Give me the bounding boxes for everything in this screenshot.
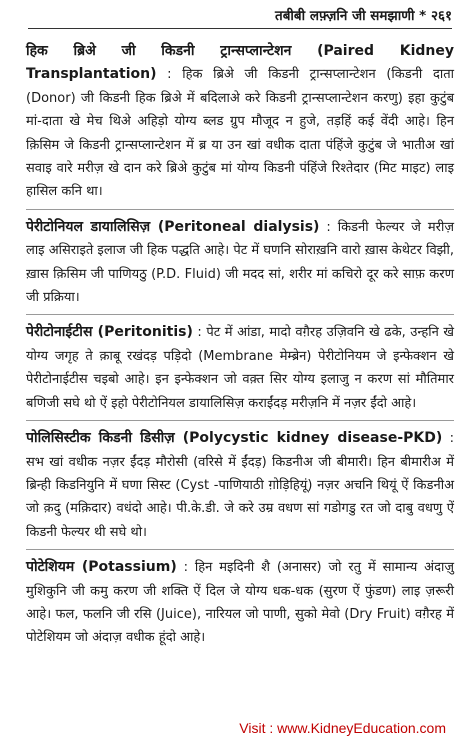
entry-divider [26,549,454,550]
glossary-entry [26,40,454,204]
header-separator: * [419,8,427,24]
entry-definition: : सभ खां वधीक नज़र ईंदड़ मौरोसी (वरिसे में ईंदड़) किडनीअ जी बीमारी। हिन बीमारीअ में ब्रिन्ही किडनियुनि में घणा सिस्ट (Cyst -पाणियाठी ग़ोड़िहियूं) नज़र अचनि थियूं ऐं किडनीअ जो क़दु (मक़िदार) वधंदो आहे। पी.के.डी. जे करे उम्र वधण सां गडोगडु रत जो दाबु वधणु ऐं किडनी फेल्यर थी सघे थो। [26,431,454,540]
glossary-entry [26,427,454,544]
running-title: तबीबी लफ़्ज़नि जी समझाणी [275,8,415,24]
glossary-entry [26,321,454,415]
entry-definition: : हिन मइदिनी शै (अनासर) जो रतु में सामान्य अंदाज़ु मुशिकुनि जी कमु करण जी शक्ति ऐं दिल जे योग्य धक-धक (सुरण ऐं फुंडण) लाइ ज़रूरी आहे। फल, फलनि जी रसि (Juice), नारियल जो पाणी, सुको मेवो (Dry Fruit) वग़ैरह में पोटेशियम जो अंदाज़ वधीक हूंदो आहे। [26,560,455,646]
entry-term: पोलिसिस्टीक किडनी डिसीज़ (Polycystic kidney disease-PKD) [26,430,443,447]
entry-divider [26,420,454,421]
entry-term: पेरीटोनियल डायालिसिज़ (Peritoneal dialysis) [26,218,320,235]
glossary-entry [26,216,454,310]
glossary-entry [26,556,454,650]
entry-definition: : पेट में आंडा, मादो वग़ैरह उज़िवनि खे ढके, उन्हनि खे योग्य जगृह ते क़ाबू रखंदड़ पड़िदो (Membrane मेम्ब्रेन) पेरीटोनियम जे इन्फेक्शन खे पेरीटोनाईटीस चइबो आहे। इन इन्फेक्शन जो वक़्त सिर योग्य इलाजु न करण सां मौतिमार बणिजी सघे थो ऐं इहो पेरीटोनियल डायालिसिज़ कराईंदड़ मरीज़नि में नज़र ईंदो आहे। [26,325,454,411]
entry-term: हिक ब्रिअे जी किडनी ट्रान्सप्लान्टेशन (Paired Kidney Transplantation) [26,43,454,83]
entry-definition: : हिक ब्रिअे जी किडनी ट्रान्सप्लान्टेशन (किडनी दाता (Donor) जी किडनी हिक ब्रिअे में बदिलाअे करे किडनी ट्रान्सप्लान्टेशन करणु) इहा कुटुंब मां-दाता खे मेच थिअे अहिड़ो योग्य ब्लड ग्रुप मौजूद न हुजे, तड़हिं कई वेंदी आहे। हिन क़िसिम जे किडनी ट्रान्सप्लान्टेशन में ब्र या उन खां वधीक दाता पंहिंजे कुटुंब जे भातीअ खां सवाइ वारे मरीज़ खे दान करे ब्रिअे कुटुंब मां योग्य किडनी पंहिंजे रिश्तेदार (मिट माइट) लाइ हासिल कनि था। [26,67,454,200]
entry-term: पेरीटोनाईटीस (Peritonitis) [26,324,193,341]
glossary-content [26,40,454,650]
entry-definition: : किडनी फेल्यर जे मरीज़ लाइ असिराइते इलाज जी हिक पद्धति आहे। पेट में घणनि सोराख़नि वारो ख़ास केथेटर विझी, ख़ास क़िसिम जी पाणियठु (P.D. Fluid) जी मदद सां, शरीर मां कचिरो दूर करे साफ़ करण जी प्रक्रिया। [26,219,454,306]
website-footer: Visit : www.KidneyEducation.com [239,720,446,736]
running-header [28,4,452,29]
entry-divider [26,209,454,210]
page-number: २६१ [430,8,452,24]
entry-term: पोटेशियम (Potassium) [26,559,177,576]
entry-divider [26,314,454,315]
